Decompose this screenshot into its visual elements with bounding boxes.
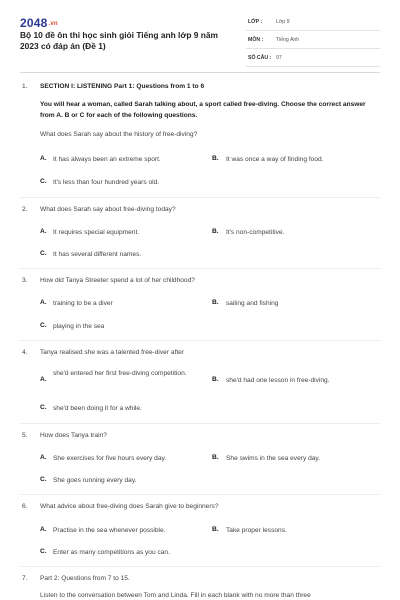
meta-value: Tiếng Anh [276,37,300,43]
question-divider [20,423,380,424]
question-number: 4. [22,349,28,356]
question-divider [20,268,380,269]
option-c-letter[interactable]: C. [40,476,47,483]
option-b-text[interactable]: She swims in the sea every day. [226,455,321,462]
option-b-text[interactable]: It's non-competitive. [226,229,285,236]
option-c-letter[interactable]: C. [40,548,47,555]
option-a-letter[interactable]: A. [40,376,47,383]
question-divider [20,494,380,495]
option-a-text[interactable]: She exercises for five hours every day. [53,455,167,462]
option-a-text[interactable]: It has always been an extreme sport. [53,156,161,163]
option-b-letter[interactable]: B. [212,526,219,533]
option-a-text[interactable]: she'd entered her first free-diving competition. [53,370,187,377]
option-c-text[interactable]: She goes running every day. [53,477,137,484]
question-text: What does Sarah say about free-diving today? [40,206,176,213]
question-number: 5. [22,432,28,439]
option-c-text[interactable]: playing in the sea [53,323,105,330]
option-c-letter[interactable]: C. [40,178,47,185]
question-text: Tanya realised she was a talented free-diver after [40,349,185,356]
meta-label: SỐ CÂU : [248,55,272,61]
option-a-text[interactable]: It requires special equipment. [53,229,140,236]
option-a-letter[interactable]: A. [40,454,47,461]
question-text: How does Tanya train? [40,432,107,439]
option-b-text[interactable]: sailing and fishing [226,300,279,307]
question-divider [20,197,380,198]
question-number: 1. [22,83,28,90]
meta-label: LỚP : [248,19,263,25]
option-a-letter[interactable]: A. [40,299,47,306]
option-c-text[interactable]: It has several different names. [53,251,142,258]
option-b-letter[interactable]: B. [212,376,219,383]
option-b-letter[interactable]: B. [212,299,219,306]
question-text: Part 2: Questions from 7 to 15. [40,575,130,582]
question-divider [20,340,380,341]
document-title: Bộ 10 đề ôn thi học sinh giỏi Tiếng anh lớp 9 năm 2023 có đáp án (Đề 1) [20,30,218,51]
logo-suffix: .vn [48,20,58,27]
question-subtext: What does Sarah say about the history of free-diving? [40,131,198,138]
option-b-text[interactable]: It was once a way of finding food. [226,156,324,163]
option-c-letter[interactable]: C. [40,250,47,257]
meta-value: Lớp 9 [276,19,290,25]
question-number: 3. [22,277,28,284]
option-a-text[interactable]: training to be a diver [53,300,113,307]
question-divider [20,566,380,567]
option-b-text[interactable]: Take proper lessons. [226,527,287,534]
option-b-letter[interactable]: B. [212,228,219,235]
question-number: 7. [22,575,28,582]
question-number: 2. [22,206,28,213]
option-a-letter[interactable]: A. [40,155,47,162]
option-c-letter[interactable]: C. [40,404,47,411]
option-c-text[interactable]: she'd been doing it for a while. [53,405,142,412]
logo-main: 2048 [20,16,48,30]
option-c-text[interactable]: It's less than four hundred years old. [53,179,160,186]
option-c-text[interactable]: Enter as many competitions as you can. [53,549,170,556]
option-a-letter[interactable]: A. [40,228,47,235]
option-b-text[interactable]: she'd had one lesson in free-diving. [226,377,330,384]
question-instruction: Listen to the conversation between Tom and Linda. Fill in each blank with no more than three [40,592,311,599]
question-text: How did Tanya Streeter spend a lot of her childhood? [40,277,195,284]
option-a-text[interactable]: Practise in the sea whenever possible. [53,527,166,534]
option-b-letter[interactable]: B. [212,454,219,461]
option-c-letter[interactable]: C. [40,322,47,329]
question-text: What advice about free-diving does Sarah give to beginners? [40,503,219,510]
question-number: 6. [22,503,28,510]
meta-value: 97 [276,55,282,61]
question-instruction: You will hear a woman, called Sarah talking about, a sport called free-diving. Choose the correct answer from A. B or C for each of the following questions. [40,101,366,119]
meta-label: MÔN : [248,37,264,43]
option-a-letter[interactable]: A. [40,526,47,533]
question-text: SECTION I: LISTENING Part 1: Questions from 1 to 6 [40,83,205,90]
option-b-letter[interactable]: B. [212,155,219,162]
